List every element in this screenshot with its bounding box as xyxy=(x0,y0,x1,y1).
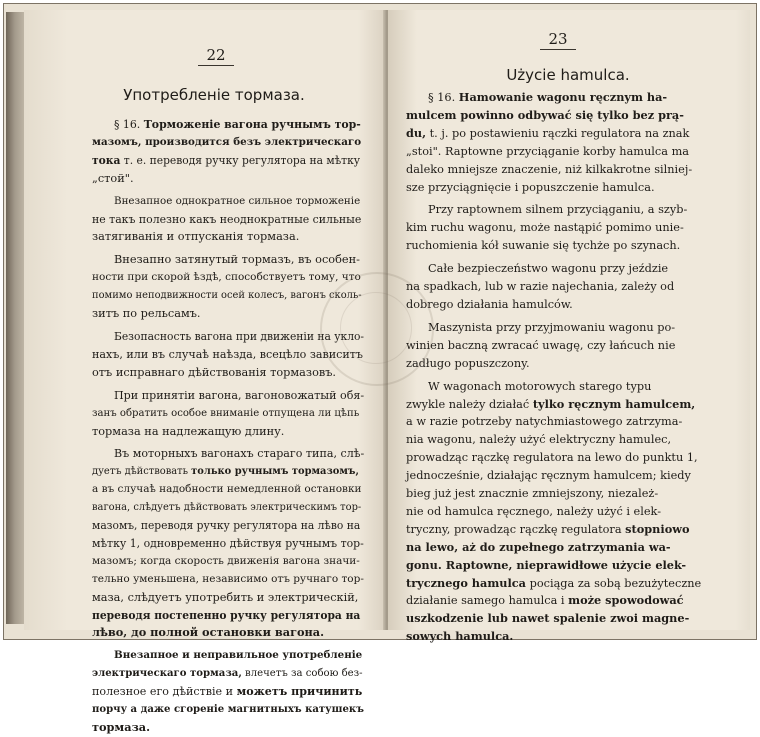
text-run: „стой". xyxy=(92,171,134,185)
left-page-body xyxy=(92,116,364,737)
text-line xyxy=(406,355,736,373)
text-line xyxy=(92,423,364,441)
text-run: Maszynista przy przyjmowaniu wagonu po- xyxy=(428,320,676,334)
text-run: § 16. xyxy=(114,118,144,131)
text-line xyxy=(92,228,364,246)
text-run: bieg już jest znacznie zmniejszony, niezależ- xyxy=(406,487,659,501)
text-line xyxy=(406,467,736,485)
text-line xyxy=(406,219,736,237)
text-line xyxy=(406,260,736,278)
text-line xyxy=(406,237,736,255)
text-line xyxy=(406,125,736,143)
text-run: dobrego działania hamulców. xyxy=(406,297,573,311)
text-line xyxy=(92,463,364,481)
text-run: tryczny, prowadząc rączkę regulatora xyxy=(406,522,626,536)
text-run: nie od hamulca ręcznego, należy użyć i elek- xyxy=(406,504,662,518)
text-line xyxy=(92,535,364,553)
text-run: sze przyciągnięcie i popuszczenie hamulca. xyxy=(406,180,655,194)
text-run: т. е. переводя ручку регулятора на мѣтку xyxy=(120,153,361,167)
bold-text-run: тока xyxy=(92,153,121,167)
bold-text-run: stopniowo xyxy=(625,521,690,536)
text-run: тельно уменьшена, независимо отъ ручнаго тор- xyxy=(92,572,364,585)
text-line xyxy=(406,201,736,219)
text-run: a w razie potrzeby natychmiastowego zatrzyma- xyxy=(406,415,683,429)
text-run: занъ обратить особое вниманiе отпущена ли цѣпь xyxy=(92,407,360,419)
text-line xyxy=(92,287,364,305)
text-line xyxy=(406,143,736,161)
bold-text-run: gonu. Raptowne, nieprawidłowe użycie elek- xyxy=(406,557,687,572)
bold-text-run: лѣво, до полной остановки вагона. xyxy=(92,625,325,640)
text-run: „stoi". Raptowne przyciąganie korby hamulca ma xyxy=(406,144,690,158)
text-line xyxy=(92,517,364,535)
left-page-number xyxy=(186,46,246,66)
right-page-title: Użycie hamulca. xyxy=(506,66,630,84)
text-run: prowadząc rączkę regulatora na lewo do punktu 1, xyxy=(406,451,698,465)
text-line xyxy=(406,378,736,396)
text-run: затягиванiя и отпусканiя тормаза. xyxy=(92,230,300,244)
text-run: działanie samego hamulca i xyxy=(406,594,569,608)
text-line xyxy=(406,179,736,197)
text-run: маза, слѣдуетъ употребить и электрическiй, xyxy=(92,590,359,604)
text-line xyxy=(92,251,364,269)
text-run: t. j. po postawieniu rączki regulatora na znak xyxy=(426,126,690,140)
text-run: Безопасность вагона при движенiи на укло- xyxy=(114,329,365,343)
right-page-body xyxy=(406,89,736,646)
text-line xyxy=(406,557,736,575)
text-line xyxy=(92,683,364,701)
text-line xyxy=(92,211,364,229)
text-run: не такъ полезно какъ неоднократные сильные xyxy=(92,212,362,226)
text-run: Въ моторныхъ вагонахъ стараго типа, слѣ- xyxy=(114,447,365,461)
text-line xyxy=(406,319,736,337)
text-run: daleko mniejsze znaczenie, niż kilkakrotne silniej- xyxy=(406,162,693,176)
text-run: jednocześnie, działając ręcznym hamulcem; kiedy xyxy=(406,469,691,483)
text-line xyxy=(92,116,364,134)
text-line xyxy=(406,337,736,355)
text-line xyxy=(406,521,736,539)
text-line xyxy=(92,481,364,499)
bold-text-run: электрическаго тормаза, xyxy=(92,668,242,680)
text-run: тормаза на надлежащую длину. xyxy=(92,424,285,438)
text-run: мазомъ, переводя ручку регулятора на лѣво на xyxy=(92,519,361,533)
text-run: мазомъ; когда скорость движенiя вагона значи- xyxy=(92,554,360,567)
bold-text-run: порчу а даже сгоренiе магнитныхъ катушекъ xyxy=(92,704,364,716)
bold-text-run: tylko ręcznym hamulcem, xyxy=(532,396,696,411)
text-run: Внезапно затянутый тормазъ, въ особен- xyxy=(114,253,360,267)
text-run: При принятiи вагона, вагоновожатый обя- xyxy=(114,388,365,402)
text-run: W wagonach motorowych starego typu xyxy=(428,379,652,393)
text-line xyxy=(92,719,364,737)
text-line xyxy=(406,278,736,296)
text-run: отъ исправнаго дѣйствованiя тормазовъ. xyxy=(92,365,337,379)
text-line xyxy=(406,539,736,557)
text-run: Całe bezpieczeństwo wagonu przy jeździe xyxy=(428,262,669,276)
text-run: kim ruchu wagonu, może nastąpić pomimo unie- xyxy=(406,221,684,235)
text-run: нахъ, или въ случаѣ наѣзда, всецѣло зависитъ xyxy=(92,347,363,361)
text-line xyxy=(92,134,364,152)
text-line xyxy=(406,575,736,593)
text-line xyxy=(92,589,364,607)
text-line xyxy=(92,405,364,423)
text-line xyxy=(92,499,364,517)
text-run: zadługo popuszczony. xyxy=(406,356,530,370)
text-line xyxy=(92,607,364,625)
text-line xyxy=(406,396,736,414)
bold-text-run: Hamowanie wagonu ręcznym ha- xyxy=(458,90,668,104)
text-run: мѣтку 1, одновременно дѣйствуя ручнымъ тор- xyxy=(92,536,364,550)
text-run: pociąga za sobą bezużyteczne xyxy=(526,576,702,590)
bold-text-run: trycznego hamulca xyxy=(406,575,526,590)
text-line xyxy=(406,485,736,503)
text-line xyxy=(406,592,736,610)
text-line xyxy=(92,193,364,211)
bold-text-run: Внезапное и неправильное употребленiе xyxy=(114,649,363,662)
bold-text-run: du, xyxy=(406,125,427,140)
page-number-rule xyxy=(198,65,234,66)
bold-text-run: тормаза. xyxy=(92,720,151,734)
text-line xyxy=(406,449,736,467)
left-page-number-text: 22 xyxy=(206,46,226,64)
text-run: помимо неподвижности осей колесъ, вагонъ сколь- xyxy=(92,290,362,302)
text-line xyxy=(406,628,736,646)
text-line xyxy=(92,553,364,571)
text-run: ruchomienia kół suwanie się tychże po szynach. xyxy=(406,239,681,253)
bold-text-run: uszkodzenie lub nawet spalenie zwoi magne- xyxy=(406,611,690,626)
bold-text-run: sowych hamulca. xyxy=(406,629,514,644)
page-number-rule xyxy=(540,49,576,50)
text-line xyxy=(92,269,364,287)
text-line xyxy=(406,413,736,431)
text-line xyxy=(406,503,736,521)
text-line xyxy=(406,89,736,107)
text-run: вагона, слѣдуетъ дѣйствовать электрическимъ тор- xyxy=(92,502,362,514)
text-run: полезное его дѣйствiе и xyxy=(92,685,237,699)
bold-text-run: можетъ причинить xyxy=(236,685,363,699)
bold-text-run: mulcem powinno odbywać się tylko bez prą- xyxy=(406,107,684,122)
text-line xyxy=(92,665,364,683)
bold-text-run: только ручнымъ тормазомъ, xyxy=(191,466,359,478)
text-run: § 16. xyxy=(428,91,459,104)
left-page-title: Употребленiе тормаза. xyxy=(123,86,305,104)
text-run: дуетъ дѣйствовать xyxy=(92,466,192,478)
right-page-number-text: 23 xyxy=(548,30,568,48)
bold-text-run: переводя постепенно ручку регулятора на xyxy=(92,608,361,622)
text-line xyxy=(406,431,736,449)
text-line xyxy=(92,387,364,405)
text-line xyxy=(92,647,364,665)
text-line xyxy=(92,364,364,382)
text-run: а въ случаѣ надобности немедленной остановки xyxy=(92,483,362,496)
watermark-seal-inner xyxy=(340,292,412,364)
text-line xyxy=(92,445,364,463)
text-line xyxy=(92,152,364,170)
text-run: na spadkach, lub w razie najechania, zależy od xyxy=(406,280,675,294)
text-run: влечетъ за собою без- xyxy=(241,668,363,680)
text-line xyxy=(406,296,736,314)
right-page-number xyxy=(528,30,588,50)
text-run: ности при скорой ѣздѣ, способствуетъ тому, что xyxy=(92,271,361,284)
text-run: winien baczną zwracać uwagę, czy łańcuch nie xyxy=(406,338,676,352)
text-line xyxy=(92,624,364,642)
text-line xyxy=(406,610,736,628)
bold-text-run: na lewo, aż do zupełnego zatrzymania wa- xyxy=(406,539,671,554)
text-run: nia wagonu, należy użyć elektryczny hamulec, xyxy=(406,433,672,447)
bold-text-run: Торможенiе вагона ручнымъ тор- xyxy=(143,118,361,131)
text-line xyxy=(406,107,736,125)
text-line xyxy=(92,571,364,589)
text-run: Przy raptownem silnem przyciąganiu, a szyb- xyxy=(428,203,688,217)
text-run: Внезапное однократное сильное торможенiе xyxy=(114,194,361,207)
text-line xyxy=(92,170,364,188)
text-line xyxy=(92,701,364,719)
text-run: зитъ по рельсамъ. xyxy=(92,307,201,321)
text-run: zwykle należy działać xyxy=(406,397,533,411)
text-line xyxy=(406,161,736,179)
right-page xyxy=(388,10,750,644)
bold-text-run: мазомъ, производится безъ электрическаго xyxy=(92,135,362,148)
bold-text-run: może spowodować xyxy=(568,593,684,608)
